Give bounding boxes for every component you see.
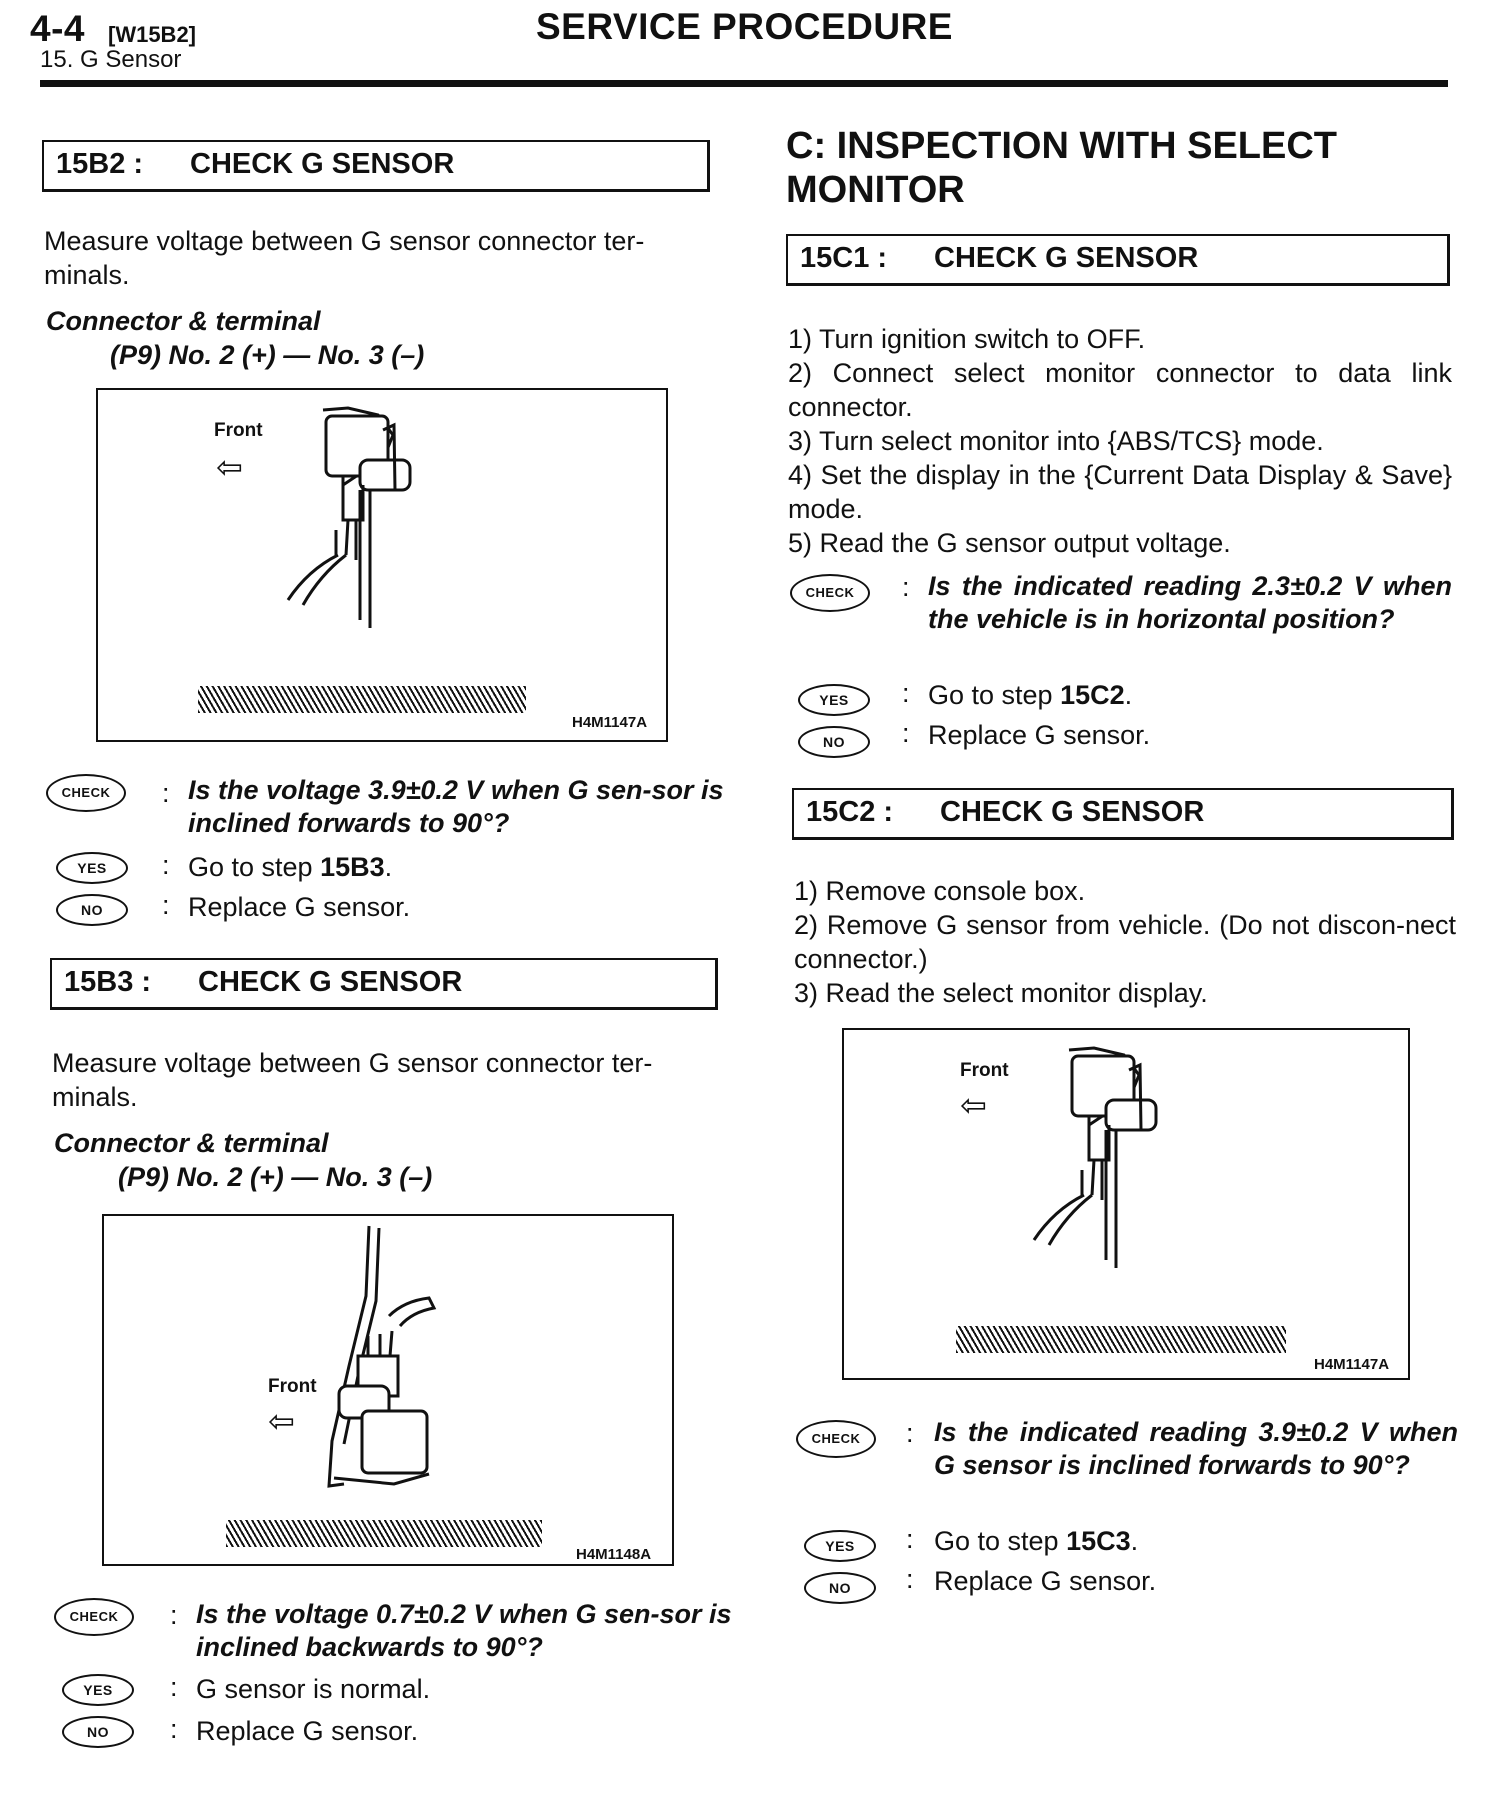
hatched-floor xyxy=(198,686,526,713)
front-label: Front xyxy=(268,1376,317,1397)
colon: : xyxy=(162,850,170,880)
check-question: Is the voltage 3.9±0.2 V when G sen-sor is inclined forwards to 90°? xyxy=(188,775,724,838)
check-icon: CHECK xyxy=(46,774,126,812)
yes-answer xyxy=(188,850,392,884)
list-item: 2) Remove G sensor from vehicle. (Do not discon-nect connector.) xyxy=(794,910,1456,974)
yes-prefix: Go to step xyxy=(188,852,321,882)
yes-suffix: . xyxy=(384,852,393,882)
yes-prefix: Go to step xyxy=(928,680,1061,710)
colon: : xyxy=(906,1418,914,1448)
check-icon: CHECK xyxy=(796,1420,876,1458)
colon: : xyxy=(902,678,910,708)
page-code: [W15B2] xyxy=(108,22,197,47)
yes-prefix: Go to step xyxy=(934,1526,1067,1556)
list-item: 5) Read the G sensor output voltage. xyxy=(788,528,1231,558)
next-step-ref: 15C3 xyxy=(1066,1526,1131,1556)
front-label: Front xyxy=(960,1060,1009,1081)
no-icon: NO xyxy=(56,894,128,926)
step-title: CHECK G SENSOR xyxy=(198,966,463,998)
step-title: CHECK G SENSOR xyxy=(940,796,1205,828)
step-15b2-header xyxy=(42,140,710,192)
connector-label: Connector & terminal xyxy=(46,306,321,336)
colon: : xyxy=(162,778,170,808)
list-item: 3) Read the select monitor display. xyxy=(794,978,1208,1008)
g-sensor-illustration xyxy=(104,1216,672,1564)
colon: : xyxy=(170,1600,178,1630)
yes-suffix: . xyxy=(1130,1526,1139,1556)
check-icon: CHECK xyxy=(790,574,870,612)
connector-label: Connector & terminal xyxy=(54,1128,329,1158)
connector-spec: (P9) No. 2 (+) — No. 3 (–) xyxy=(110,340,425,370)
no-icon: NO xyxy=(804,1572,876,1604)
list-item: 3) Turn select monitor into {ABS/TCS} mode. xyxy=(788,426,1324,456)
yes-answer xyxy=(934,1524,1138,1558)
list-item: 4) Set the display in the {Current Data Display & Save} mode. xyxy=(788,460,1452,524)
section-heading: C: INSPECTION WITH SELECT MONITOR xyxy=(786,125,1337,211)
yes-icon: YES xyxy=(798,684,870,716)
yes-icon: YES xyxy=(804,1530,876,1562)
yes-answer xyxy=(928,678,1132,712)
colon: : xyxy=(170,1672,178,1702)
yes-answer: G sensor is normal. xyxy=(196,1674,431,1704)
no-answer: Replace G sensor. xyxy=(928,720,1151,750)
colon: : xyxy=(170,1714,178,1744)
figure-code: H4M1148A xyxy=(576,1546,652,1563)
list-item: 1) Remove console box. xyxy=(794,876,1086,906)
step-title: CHECK G SENSOR xyxy=(190,148,455,180)
step-title: CHECK G SENSOR xyxy=(934,242,1199,274)
figure-g-sensor-backward xyxy=(102,1214,674,1566)
figure-code: H4M1147A xyxy=(572,714,648,731)
colon: : xyxy=(906,1564,914,1594)
step-code: 15B2 : xyxy=(56,148,144,180)
figure-g-sensor-select-monitor xyxy=(842,1028,1410,1380)
hatched-floor xyxy=(226,1520,542,1547)
figure-code: H4M1147A xyxy=(1314,1356,1390,1373)
step-15b2-instruction: Measure voltage between G sensor connector ter-minals. xyxy=(44,226,645,290)
no-answer: Replace G sensor. xyxy=(196,1716,419,1746)
next-step-ref: 15C2 xyxy=(1060,680,1125,710)
step-15b3-instruction: Measure voltage between G sensor connector ter-minals. xyxy=(52,1048,653,1112)
header-rule xyxy=(40,80,1448,87)
arrow-left-icon: ⇦ xyxy=(216,449,243,485)
front-label: Front xyxy=(214,420,263,441)
no-answer: Replace G sensor. xyxy=(188,892,411,922)
figure-g-sensor-forward xyxy=(96,388,668,742)
no-answer: Replace G sensor. xyxy=(934,1566,1157,1596)
arrow-left-icon: ⇦ xyxy=(268,1403,295,1439)
step-15c1-header xyxy=(786,234,1450,286)
connector-spec: (P9) No. 2 (+) — No. 3 (–) xyxy=(118,1162,433,1192)
step-code: 15B3 : xyxy=(64,966,152,998)
step-code: 15C2 : xyxy=(806,796,894,828)
check-question: Is the indicated reading 2.3±0.2 V when the vehicle is in horizontal position? xyxy=(928,571,1452,634)
page-title: SERVICE PROCEDURE xyxy=(536,6,953,47)
colon: : xyxy=(902,572,910,602)
yes-suffix: . xyxy=(1124,680,1133,710)
no-icon: NO xyxy=(62,1716,134,1748)
list-item: 2) Connect select monitor connector to data link connector. xyxy=(788,358,1452,422)
yes-icon: YES xyxy=(62,1674,134,1706)
section-subtitle: 15. G Sensor xyxy=(40,46,182,73)
hatched-floor xyxy=(956,1326,1286,1353)
step-15b3-header xyxy=(50,958,718,1010)
yes-icon: YES xyxy=(56,852,128,884)
colon: : xyxy=(906,1524,914,1554)
colon: : xyxy=(902,718,910,748)
colon: : xyxy=(162,890,170,920)
step-code: 15C1 : xyxy=(800,242,888,274)
check-question: Is the voltage 0.7±0.2 V when G sen-sor is inclined backwards to 90°? xyxy=(196,1599,732,1662)
arrow-left-icon: ⇦ xyxy=(960,1087,987,1123)
list-item: 1) Turn ignition switch to OFF. xyxy=(788,324,1146,354)
check-question: Is the indicated reading 3.9±0.2 V when G sensor is inclined forwards to 90°? xyxy=(934,1417,1458,1480)
step-15c2-header xyxy=(792,788,1454,840)
next-step-ref: 15B3 xyxy=(320,852,385,882)
no-icon: NO xyxy=(798,726,870,758)
check-icon: CHECK xyxy=(54,1598,134,1636)
page-number: 4-4 xyxy=(30,8,85,49)
